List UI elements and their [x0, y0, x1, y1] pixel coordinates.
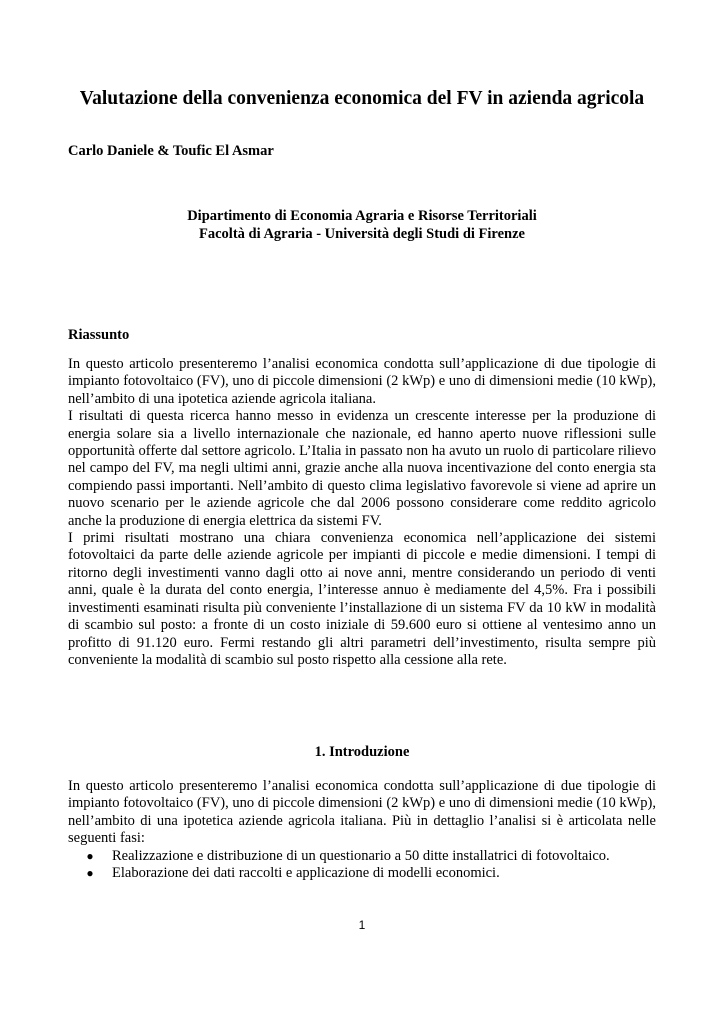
- abstract-paragraph: I primi risultati mostrano una chiara convenienza economica nell’applicazione dei sistemi fotovoltaici da parte delle aziende agricole per impianti di piccole e medie dimensioni. I tempi di ritorno degli investimenti vanno dagli otto ai nove anni, mentre considerando un periodo di venti anni, quale è la durata del conto energia, l’interesse annuo è mediamente del 4,5%. Fra i possibili investimenti esaminati risulta più conveniente l’installazione di un sistema FV da 10 kW in modalità di scambio sul posto: a fronte di un costo iniziale di 59.600 euro si ottiene al ventesimo anno un profitto di 91.120 euro. Fermi restando gli altri parametri dell’investimento, risulta sempre più conveniente la modalità di scambio sul posto rispetto alla cessione alla rete.: [68, 530, 656, 668]
- introduction-heading: 1. Introduzione: [314, 744, 410, 760]
- affiliation-faculty: Facoltà di Agraria - Università degli Studi di Firenze: [199, 226, 525, 242]
- abstract-body: [68, 356, 656, 669]
- authors: Carlo Daniele & Toufic El Asmar: [68, 143, 274, 159]
- list-item: [68, 865, 656, 882]
- abstract-paragraph: In questo articolo presenteremo l’analisi economica condotta sull’applicazione di due tipologie di impianto fotovoltaico (FV), uno di piccole dimensioni (2 kWp) e uno di dimensioni medie (10 kWp), nell’ambito di una ipotetica aziende agricola italiana.: [68, 356, 656, 407]
- abstract-paragraph: I risultati di questa ricerca hanno messo in evidenza un crescente interesse per la produzione di energia solare sia a livello internazionale che nazionale, ed hanno aperto nuove riflessioni sulle opportunità offerte dal settore agricolo. L’Italia in passato non ha avuto un ruolo di particolare rilievo nel campo del FV, ma negli ultimi anni, grazie anche alla nuova incentivazione del conto energia sta compiendo passi importanti. Nell’ambito di questo clima legislativo favorevole si viene ad aprire un nuovo scenario per le aziende agricole che dal 2006 possono considerare come reddito agricolo anche la produzione di energia elettrica da sistemi FV.: [68, 408, 656, 529]
- affiliation: [0, 207, 724, 243]
- affiliation-department: Dipartimento di Economia Agraria e Risorse Territoriali: [187, 208, 537, 224]
- introduction-body: [68, 778, 656, 882]
- bullet-icon: ●: [86, 848, 94, 863]
- page-number: 1: [358, 918, 366, 932]
- list-item: [68, 848, 656, 865]
- phase-list: [68, 848, 656, 883]
- paper-title: Valutazione della convenienza economica del FV in azienda agricola: [79, 88, 645, 109]
- introduction-paragraph: In questo articolo presenteremo l’analisi economica condotta sull’applicazione di due tipologie di impianto fotovoltaico (FV), uno di piccole dimensioni (2 kWp) e uno di dimensioni medie (10 kWp), nell’ambito di una ipotetica aziende agricola italiana. Più in dettaglio l’analisi si è articolata nelle seguenti fasi:: [68, 778, 656, 847]
- list-item-text: Elaborazione dei dati raccolti e applicazione di modelli economici.: [112, 865, 500, 882]
- list-item-text: Realizzazione e distribuzione di un questionario a 50 ditte installatrici di fotovoltaico.: [112, 847, 610, 864]
- bullet-icon: ●: [86, 866, 94, 881]
- abstract-heading: Riassunto: [68, 327, 130, 343]
